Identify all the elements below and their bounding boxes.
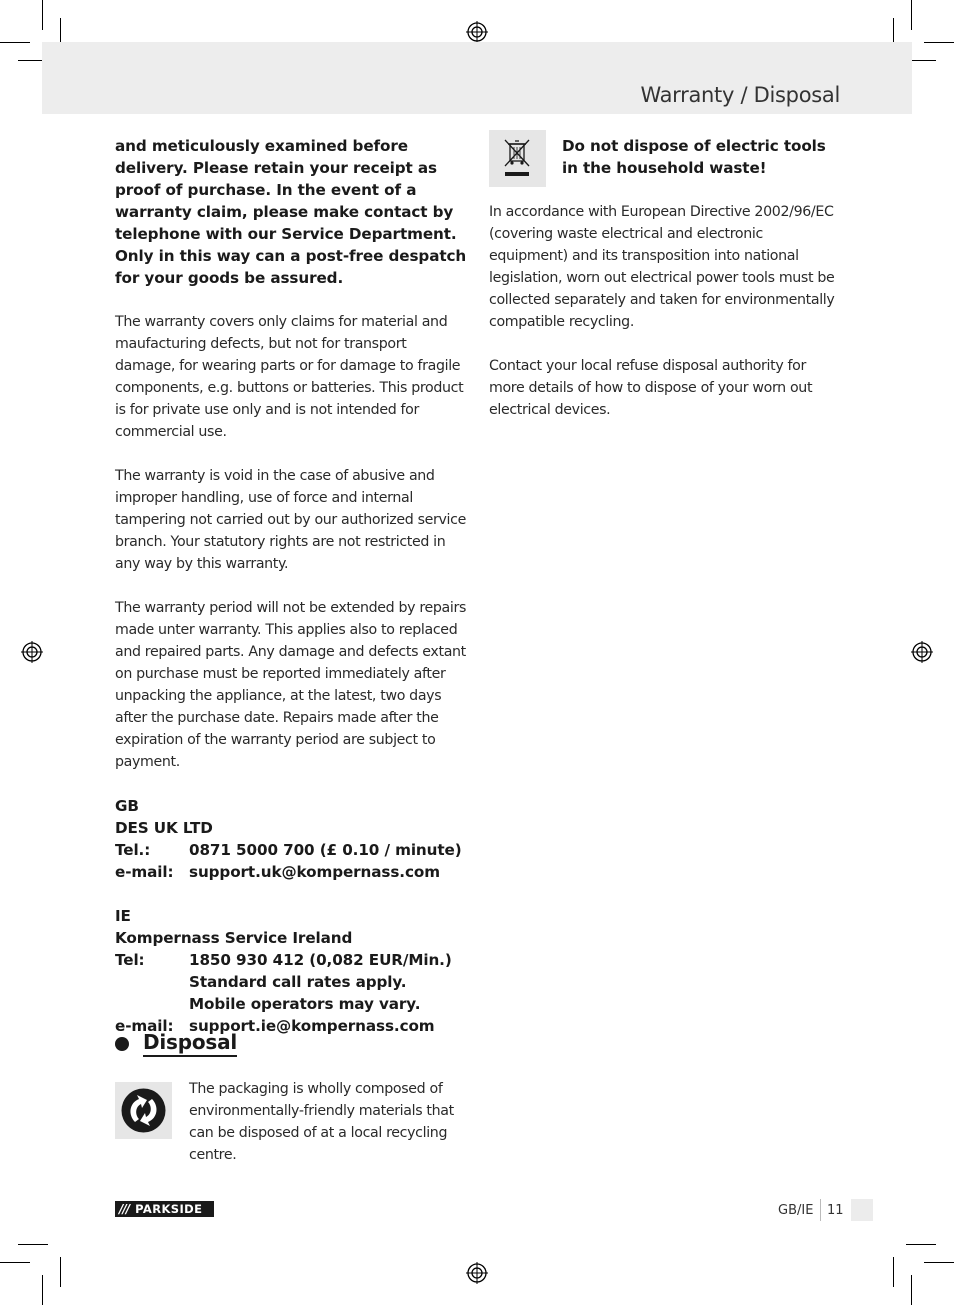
contact-company: Kompernass Service Ireland	[115, 929, 353, 947]
disposal-title: Disposal	[143, 1030, 237, 1057]
weee-directive-text: In accordance with European Directive 2002/96/EC (covering waste electrical and electronic equipment) and its transposition into national legislation, worn out electrical power tools must be collected separately and taken for environmentally compatible recycling.	[489, 204, 835, 330]
crop-mark	[893, 1257, 894, 1287]
crop-mark	[60, 1257, 61, 1287]
footer-box	[851, 1199, 873, 1221]
contact-company: DES UK LTD	[115, 819, 213, 837]
crop-mark	[18, 1244, 48, 1245]
tel-label: Tel:	[115, 951, 145, 969]
crop-mark	[911, 1275, 912, 1305]
warranty-void: The warranty is void in the case of abusive and improper handling, use of force and internal tampering not carried out by our authorized service branch. Your statutory rights are not restricted in any way by this warranty.	[115, 468, 466, 572]
crop-mark	[0, 1262, 30, 1263]
green-dot-recycling-icon	[115, 1082, 172, 1139]
footer-language: GB/IE	[778, 1203, 814, 1218]
weee-body	[489, 201, 845, 421]
weee-contact-text: Contact your local refuse disposal authority for more details of how to dispose of your worn out electrical devices.	[489, 358, 813, 418]
brand-logo	[115, 1201, 214, 1217]
contact-ie	[115, 905, 467, 1037]
registration-mark-icon	[466, 21, 488, 43]
tel-note: Standard call rates apply.	[189, 973, 407, 991]
tel-value: 1850 930 412 (0,082 EUR/Min.)	[189, 951, 452, 969]
crop-mark	[42, 1275, 43, 1305]
tel-note: Mobile operators may vary.	[189, 995, 421, 1013]
crop-mark	[911, 0, 912, 30]
page-number: 11	[827, 1203, 844, 1218]
crop-mark	[42, 0, 43, 30]
crop-mark	[906, 1244, 936, 1245]
contact-country: IE	[115, 907, 131, 925]
email-value: support.ie@kompernass.com	[189, 1017, 435, 1035]
crop-mark	[924, 42, 954, 43]
disposal-heading	[115, 1030, 237, 1057]
contact-tel-row	[115, 949, 467, 971]
crossed-out-wheelie-bin-icon	[489, 130, 546, 187]
bullet-icon	[115, 1037, 129, 1051]
brand-name: PARKSIDE	[135, 1202, 203, 1216]
contact-email-row	[115, 861, 467, 883]
contact-tel-note-row	[115, 993, 467, 1015]
registration-mark-icon	[911, 641, 933, 663]
email-label: e-mail:	[115, 1017, 174, 1035]
weee-heading: Do not dispose of electric tools in the household waste!	[562, 137, 826, 177]
warranty-period: The warranty period will not be extended by repairs made unter warranty. This applies also to replaced and repaired parts. Any damage and defects extant on purchase must be reported immediately after unpacking the appliance, at the latest, two days after the purchase date. Repairs made after the expiration of the warranty period are subject to payment.	[115, 600, 466, 770]
contact-tel-row	[115, 839, 467, 861]
registration-mark-icon	[466, 1262, 488, 1284]
tel-value: 0871 5000 700 (£ 0.10 / minute)	[189, 841, 462, 859]
warranty-intro: and meticulously examined before delivery. Please retain your receipt as proof of purchase. In the event of a warranty claim, please make contact by telephone with our Service Department. Only in this way can a post-free despatch for your goods be assured.	[115, 137, 467, 287]
left-column	[115, 135, 467, 1037]
contact-tel-note-row	[115, 971, 467, 993]
warranty-coverage: The warranty covers only claims for material and maufacturing defects, but not for transport damage, for wearing parts or for damage to fragile components, e.g. buttons or batteries. This product is for private use only and is not intended for commercial use.	[115, 314, 464, 440]
email-value: support.uk@kompernass.com	[189, 863, 440, 881]
crop-mark	[0, 42, 30, 43]
contact-gb	[115, 795, 467, 883]
email-label: e-mail:	[115, 863, 174, 881]
footer-divider	[820, 1199, 821, 1221]
brand-mark: ///	[119, 1202, 130, 1216]
page-title: Warranty / Disposal	[640, 83, 840, 107]
tel-label: Tel.:	[115, 841, 151, 859]
registration-mark-icon	[21, 641, 43, 663]
crop-mark	[924, 1262, 954, 1263]
contact-country: GB	[115, 797, 139, 815]
packaging-text: The packaging is wholly composed of environmentally-friendly materials that can be disposed of at a local recycling centre.	[189, 1081, 454, 1163]
